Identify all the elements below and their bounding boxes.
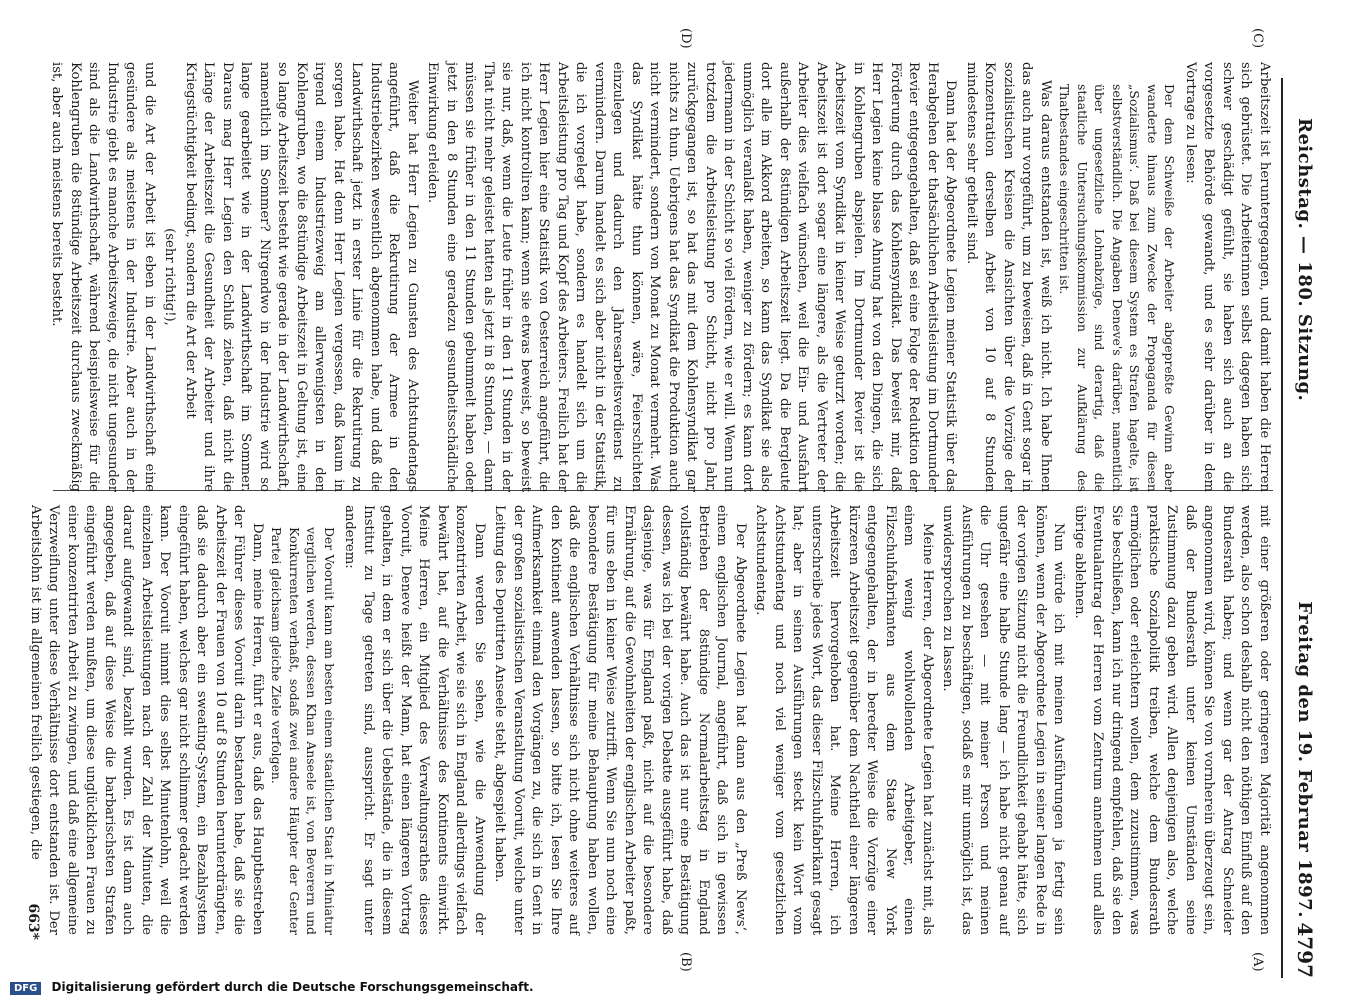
margin-marker-a: (A) — [1250, 952, 1265, 972]
header-session-title: Reichstag. — 180. Sitzung. — [1294, 118, 1315, 402]
page-header — [1281, 78, 1323, 978]
credit-text: Digitalisierung gefördert durch die Deutsche Forschungsgemeinschaft. — [51, 980, 534, 994]
paragraph: Der dem Schweiße der Arbeiter abgepreßte Gewinn aber wanderte hinaus zum Zwecke der Propaganda für diesen „Sozialismusʻ. Daß bei diesem System es Strafen hagelte, ist selbstverständlich. Die Angaben Deneve's darüber, namentlich über ungesetzliche Lohnabzüge, sind derartig, daß die staatliche Untersuchungskommission zur Aufklärung des Thatbestandes eingeschritten ist. — [1057, 84, 1178, 492]
paragraph: und die Art der Arbeit ist eben in der Landwirthschaft eine gesündere als meistens in der Industrie. Aber auch in der Industrie giebt es manche Arbeitszweige, die nicht ungesunder sind als die Landwirthschaft, während beispielsweise für die Kohlengruben die 8stündige Arbeitszeit durchaus zweckmäßig ist, aber auch meistens bereits besteht. — [49, 62, 157, 492]
paragraph: Was daraus entstanden ist, weiß ich nicht. Ich habe Ihnen das auch nur vorgeführt, um zu beweisen, daß in Gent sogar in sozialistischen Kreisen die Ansichten über die Vorzüge der Konzentration derselben Arbeit von 10 auf 8 Stunden mindestens sehr getheilt sind. — [964, 62, 1053, 492]
paragraph: Dann hat der Abgeordnete Legien meiner Statistik über das Herabgehen der thatsächlichen Arbeitsleistung im Dortmunder Revier entgegengehalten, daß sei eine Folge der Reduktion der Förderung durch das Kohlensyndikat. Das beweist mir, daß Herr Legien keine blasse Ahnung hat von den Dingen, die sich in Kohlengruben abspielen. Im Dortmunder Revier ist die Arbeitszeit vom Syndikat in keiner Weise geturzt worden; die Arbeitszeit ist dort sogar eine längere, als die Vertreter der Arbeiter dies vielfach wünschen, weil die Ein- und Ausfahrt außerhalb der 8stündigen Arbeitszeit liegt. Da die Bergleute dort alle im Akkord arbeiten, so kann das Syndikat sie also unmöglich veranlaßt haben, weniger zu fördern; es kann dort jedermann in der Schicht so viel fördern, wie er will. Wenn nun trotzdem die Arbeitsleistung pro Schicht, nicht pro Jahr, zurückgegangen ist, so hat das mit dem Kohlensyndikat gar nichts zu thun. Uebrigens hat das Syndikat die Produktion auch nicht vermindert, sondern von Monat zu Monat vermehrt. Was das Syndikat hätte thun können, wäre, Feierschichten einzulegen und dadurch den Jahresarbeitsverdienst zu vermindern. Darum handelt es sich aber nicht in der Statistik, die ich vorgelegt habe, sondern es handelt sich um die Arbeitsleistung pro Tag und Kopf des Arbeiters. Freilich hat der Herr Legien hier eine Statistik von Oesterreich angeführt, die ich nicht kontroliren kann; wenn sie etwas beweist, so beweist sie nur, daß, wenn die Leute früher in den 11 Stunden in der That nicht mehr geleistet hatten als jetzt in 8 Stunden, — dann müssen sie früher in den 11 Stunden gebummelt haben oder jetzt in den 8 Stunden eine geradezu gesundheitsschädliche Einwirkung erleiden. — [425, 62, 959, 492]
paragraph: (sehr richtig!), — [162, 228, 178, 326]
page-number: 4797 — [1293, 922, 1317, 978]
paragraph: Der Abgeordnete Legien hat dann aus den „Preß Newsʻ, einem englischen Journal, angeführt, daß sich in gewissen Betrieben der 8stündige Normalarbeitstag in England vollständig bewährt habe. Auch das ist nur eine Bestätigung dessen, was ich bei der vorigen Debatte ausgeführt habe, daß dasjenige, was für England paßt, nicht auf die besondere Ernährung, auf die Gewohnheiten der englischen Arbeiter paßt, für uns eben in keiner Weise zutrifft. Wenn Sie nun noch eine besondere Bestätigung für meine Behauptung haben wollen, daß die englischen Verhältnisse sich nicht ohne weiteres auf den Kontinent anwenden lassen, so bitte ich, lesen Sie Ihre Aufmerksamkeit einmal den Vorgängen zu, die sich in Gent in der großen sozialistischen Veranstaltung Vooruit, welche unter Leitung des Deputirten Anseele steht, abgespielt haben. — [492, 505, 748, 935]
paragraph: Der Vooruit kann am besten einem staatlichen Staat in Miniatur verglichen werden, dessen Khan Anseele ist, von Beverern und Konkurrenten verhaßt, sodaß zwei andere Häupter der Genter Partei gleichsam gleiche Ziele verfolgen. — [269, 527, 337, 935]
digitization-credit — [10, 980, 1010, 1000]
paragraph: Meine Herren, der Abgeordnete Legien hat zunächst mit, als einem wenig wohlwollenden Arbeitgeber, einen Filzschuhfabrikanten aus dem Staate New York entgegengehalten, der in beredter Weise die Vorzüge einer kürzeren Arbeitszeit gegenüber dem Nachtheil einer längeren Arbeitszeit hervorgehoben hat. Meine Herren, ich unterschreibe jedes Wort, das dieser Filzschuhfabrikant gesagt hat; aber in seinen Ausführungen steckt kein Wort vom Achtstundentag und noch viel weniger vom gesetzlichen Achtstundentag. — [753, 505, 935, 935]
footer-signature: 663* — [25, 903, 41, 940]
header-date: Freitag den 19. Februar 1897. — [1294, 601, 1315, 918]
paragraph: Weiter hat Herr Legien zu Gunsten des Achtstundentags angeführt, daß die Rekrutirung der Armee in den Industriebezirken wesentlich abgenommen habe, und daß die Landwirthschaft jetzt in erster Linie für die Rekrutirung zu sorgen habe. Hat denn Herr Legien vergessen, daß kaum in irgend einem Industriezweig am allerwenigsten in den Kohlengruben, wo die 8stündige Arbeitszeit in Geltung ist, eine so lange Arbeitszeit besteht wie gerade in der Landwirthschaft, namentlich im Sommer? Nirgendwo in der Industrie wird so lange gearbeitet wie in der Landwirthschaft im Sommer. Daraus mag Herr Legien den Schluß ziehen, daß nicht die Länge der Arbeitszeit die Gesundheit der Arbeiter und ihre Kriegstüchtigkeit bedingt, sondern die Art der Arbeit — [183, 62, 420, 492]
paragraph: Arbeitszeit ist heruntergegangen, und damit haben die Herren sich gebrüstet. Die Arbeiterinnen selbst dagegen haben sich schwer geschädigt gefühlt, sie haben sich auch an die vorgesetzte Behörde gewandt, und es sehr darüber in dem Vortrage zu lesen: — [1183, 62, 1272, 492]
margin-marker-c: (C) — [1250, 28, 1265, 49]
paragraph: mit einer größeren oder geringeren Majorität angenommen werden, also schon deshalb nicht den nöthigen Einfluß auf den Bundesrath haben; und wenn gar der Antrag Schneider angenommen wird, können Sie von vornherein überzeugt sein, daß der Bundesrath unter keinen Umständen seine Zustimmung dazu geben wird. Allen denjenigen also, welche praktische Sozialpolitik treiben, welche dem Bundesrath ermöglichen oder erleichtern wollen, dem zuzustimmen, was Sie beschließen, kann ich nur dringend empfehlen, daß sie den Eventualantrag der Herren vom Zentrum annehmen und alles übrige ablehnen. — [1072, 505, 1272, 935]
paragraph: Dann werden Sie sehen, wie die Anwendung der konzentrirten Arbeit, wie sie sich in England allerdings vielfach bewährt hat, auf die Verhältnisse des Kontinents einwirkt. Meine Herren, ein Mitglied des Verwaltungsrathes dieses Vooruit, Deneve heißt der Mann, hat einen längeren Vortrag gehalten, in dem er sich über die Uebelstände, die in diesem Institut zu Tage getreten sind, ausspricht. Er sagt unter anderem: — [342, 505, 487, 935]
margin-marker-b: (B) — [678, 952, 693, 972]
text-column-right — [49, 62, 1273, 492]
paragraph: Nun würde ich mit meinen Ausführungen ja fertig sein können, wenn der Abgeordnete Legien in seiner langen Rede in der vorigen Sitzung nicht die Freundlichkeit gehabt hätte, sich ungefähr eine halbe Stunde lang — ich habe nicht genau auf die Uhr gesehen — mit meiner Person und meinen Ausführungen zu beschäftigen, sodaß es mir unmöglich ist, das unwidersprochen zu lassen. — [940, 505, 1067, 935]
margin-marker-d: (D) — [678, 28, 693, 49]
dfg-logo: DFG — [10, 982, 41, 995]
paragraph: Dann, meine Herren, führt er aus, daß das Hauptbestreben der Führer dieses Vooruit darin bestanden habe, daß sie die Arbeitszeit der Frauen von 10 auf 8 Stunden herunterdrängten, daß sie dadurch aber ein sweating-System, ein Bezahlsystem eingeführt haben, welches gar nicht schlimmer gedacht werden kann. Der Vooruit nimmt dies selbst Minutenlohn, weil die einzelnen Arbeitsleistungen nach der Zahl der Minuten, die darauf aufgewandt sind, bezahlt wurden. Es ist dann auch angegeben, daß auf diese Weise die barbarischsten Strafen eingeführt werden mußten, um diese unglücklichen Frauen zu einer konzentrirten Arbeit zu zwingen, und daß eine allgemeine Verzweiflung unter diese Verhältnisse dort entstanden ist. Der Arbeitslohn ist im allgemeinen freilich gestiegen, die — [28, 505, 265, 935]
